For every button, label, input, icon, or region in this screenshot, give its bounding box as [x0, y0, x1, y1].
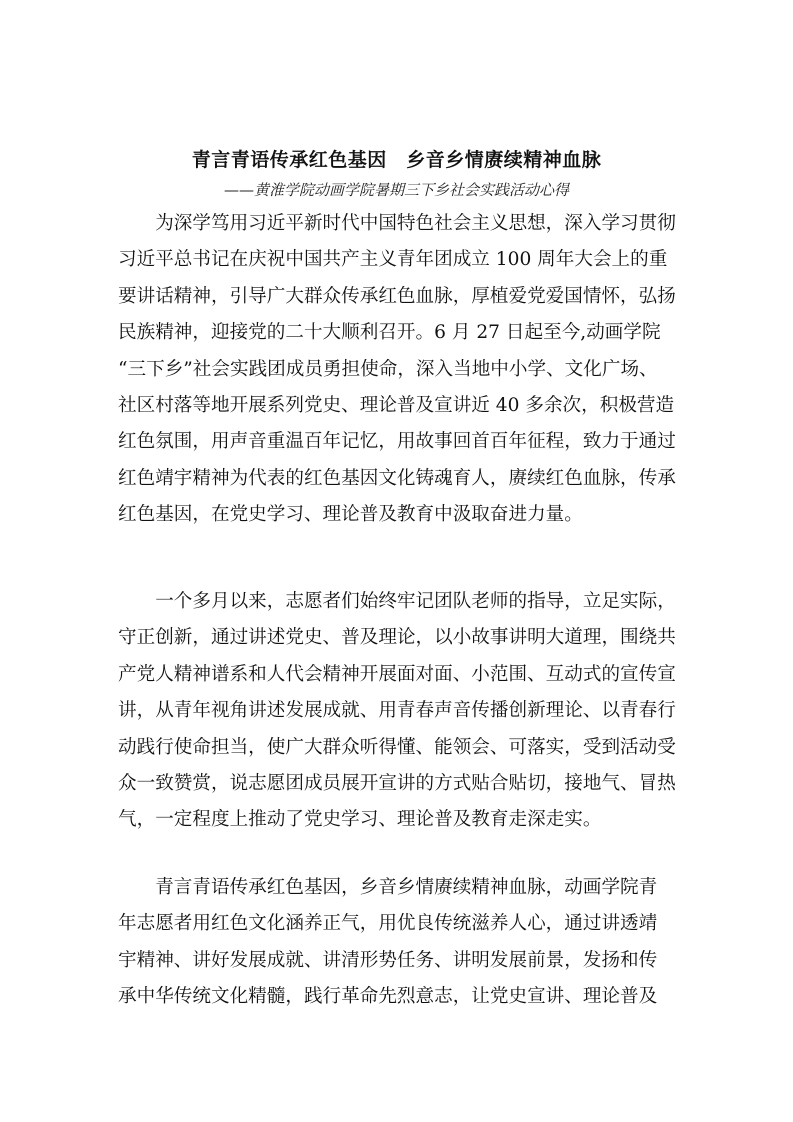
paragraph-line: 守正创新，通过讲述党史、普及理论，以小故事讲明大道理，围绕共: [118, 627, 676, 649]
paragraph-line: 众一致赞赏，说志愿团成员展开宣讲的方式贴合贴切，接地气、冒热: [118, 773, 676, 795]
paragraph-line: 年志愿者用红色文化涵养正气，用优良传统滋养人心，通过讲透靖: [118, 913, 658, 935]
paragraph-line: 宇精神、讲好发展成就、讲清形势任务、讲明发展前景，发扬和传: [118, 949, 658, 971]
paragraph-line: 社区村落等地开展系列党史、理论普及宣讲近 40 多余次，积极营造: [118, 395, 675, 417]
paragraph-line: 红色基因，在党史学习、理论普及教育中汲取奋进力量。: [118, 504, 583, 526]
paragraph-line: 一个多月以来，志愿者们始终牢记团队老师的指导，立足实际，: [155, 591, 676, 612]
document-title: 青言青语传承红色基因 乡音乡情赓续精神血脉: [191, 149, 602, 171]
paragraph-line: 为深学笃用习近平新时代中国特色社会主义思想，深入学习贯彻: [155, 213, 676, 234]
paragraph-line: 红色氛围，用声音重温百年记忆，用故事回首百年征程，致力于通过: [118, 431, 676, 453]
paragraph-line: 红色靖宇精神为代表的红色基因文化铸魂育人，赓续红色血脉，传承: [118, 467, 676, 489]
paragraph-3: [118, 870, 678, 1016]
paragraph-line: 动践行使命担当，使广大群众听得懂、能领会、可落实，受到活动受: [118, 736, 676, 758]
paragraph-2: [118, 584, 678, 839]
document-subtitle: ——黄淮学院动画学院暑期三下乡社会实践活动心得: [223, 181, 569, 199]
paragraph-line: 习近平总书记在庆祝中国共产主义青年团成立 100 周年大会上的重: [118, 249, 668, 271]
paragraph-line: 青言青语传承红色基因，乡音乡情赓续精神血脉，动画学院青: [155, 877, 658, 898]
paragraph-line: 气，一定程度上推动了党史学习、理论普及教育走深走实。: [118, 809, 602, 831]
paragraph-line: 产党人精神谱系和人代会精神开展面对面、小范围、互动式的宣传宣: [118, 663, 676, 685]
paragraph-line: “三下乡”社会实践团成员勇担使命，深入当地中小学、文化广场、: [118, 358, 658, 380]
paragraph-line: 讲，从青年视角讲述发展成就、用青春声音传播创新理论、以青春行: [118, 700, 676, 722]
paragraph-1: [118, 206, 678, 534]
paragraph-line: 承中华传统文化精髓，践行革命先烈意志，让党史宣讲、理论普及: [118, 986, 658, 1008]
paragraph-line: 要讲话精神，引导广大群众传承红色血脉，厚植爱党爱国情怀，弘扬: [118, 285, 676, 307]
paragraph-line: 民族精神，迎接党的二十大顺利召开。6 月 27 日起至今,动画学院: [118, 322, 661, 344]
